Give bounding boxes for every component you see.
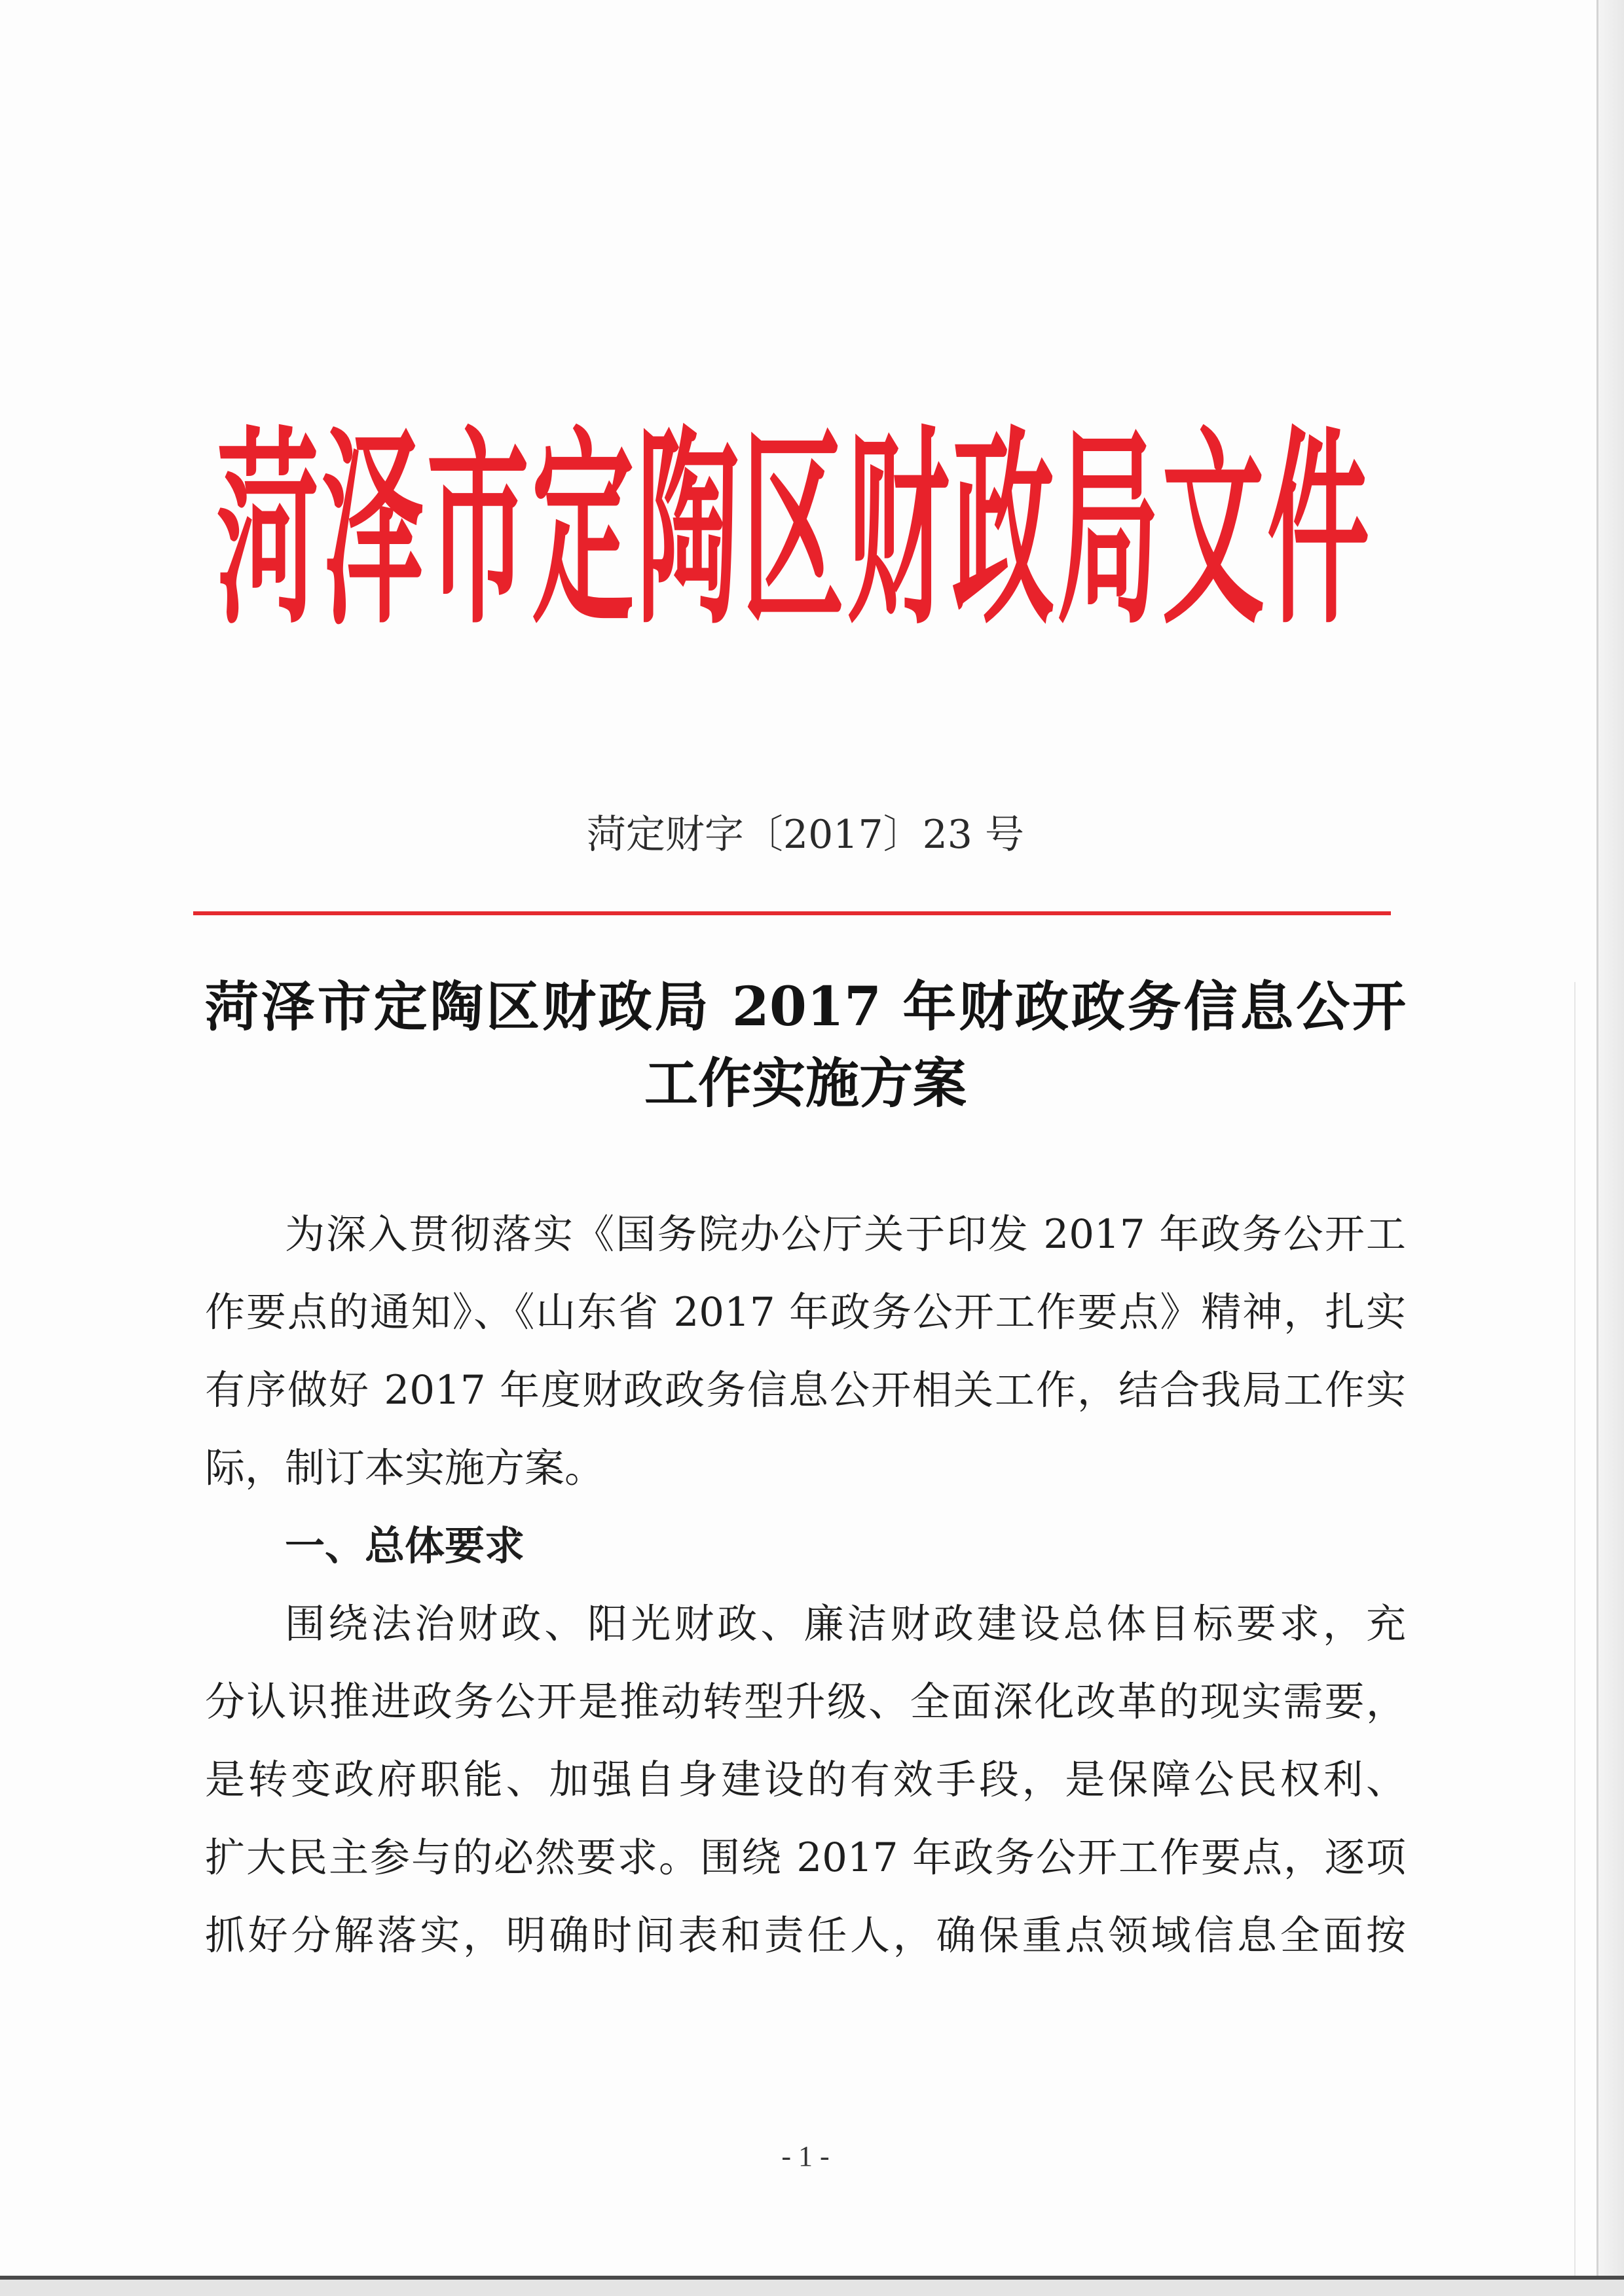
body-line: 分认识推进政务公开是推动转型升级、全面深化改革的现实需要， bbox=[205, 1679, 1406, 1725]
scan-edge-line bbox=[1596, 0, 1598, 2276]
document-title-line-2: 工作实施方案 bbox=[644, 1052, 967, 1115]
scan-edge-right-band bbox=[1598, 0, 1624, 2276]
body-line: 是转变政府职能、加强自身建设的有效手段，是保障公民权利、 bbox=[205, 1757, 1406, 1803]
body-line: 围绕法治财政、阳光财政、廉洁财政建设总体目标要求，充 bbox=[285, 1601, 1406, 1647]
body-line: 际，制订本实施方案。 bbox=[205, 1445, 605, 1491]
body-line: 有序做好 2017 年度财政政务信息公开相关工作，结合我局工作实 bbox=[205, 1367, 1406, 1413]
scan-edge-line bbox=[1574, 982, 1576, 2276]
body-line: 为深入贯彻落实《国务院办公厅关于印发 2017 年政务公开工 bbox=[285, 1211, 1406, 1258]
body-line: 扩大民主参与的必然要求。围绕 2017 年政务公开工作要点，逐项 bbox=[205, 1834, 1406, 1881]
body-text bbox=[205, 1195, 1406, 1975]
body-line: 作要点的通知》、《山东省 2017 年政务公开工作要点》精神，扎实 bbox=[205, 1289, 1406, 1336]
red-divider-rule bbox=[193, 911, 1391, 915]
section-heading: 一、总体要求 bbox=[285, 1523, 525, 1569]
document-number: 菏定财字〔2017〕23 号 bbox=[586, 812, 1025, 858]
document-title-line-1: 菏泽市定陶区财政局 2017 年财政政务信息公开 bbox=[205, 975, 1406, 1038]
scan-edge-bottom-band bbox=[0, 2280, 1624, 2296]
page-number: - 1 - bbox=[781, 2140, 830, 2172]
body-line: 抓好分解落实，明确时间表和责任人，确保重点领域信息全面按 bbox=[205, 1912, 1406, 1959]
masthead-title: 菏泽市定陶区财政局文件 bbox=[217, 407, 1369, 653]
